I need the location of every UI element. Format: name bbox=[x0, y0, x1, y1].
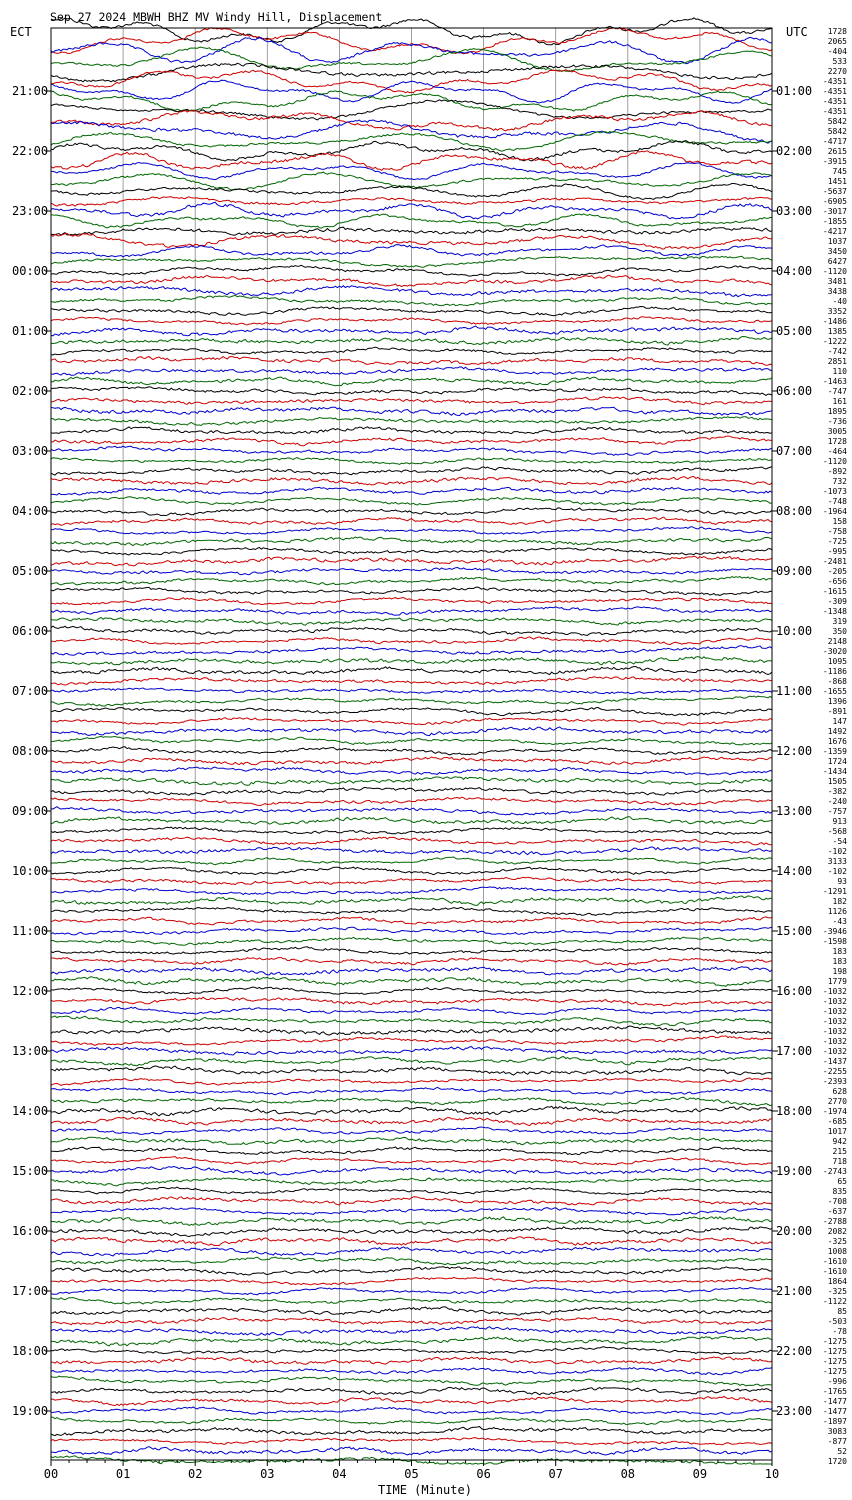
right-hour-label: 19:00 bbox=[776, 1164, 813, 1178]
trace-offset-label: -1032 bbox=[822, 987, 847, 996]
trace-offset-label: 3438 bbox=[827, 287, 847, 296]
trace-offset-label: 2851 bbox=[827, 357, 847, 366]
trace-offset-label: 1037 bbox=[827, 237, 847, 246]
x-tick-label: 07 bbox=[548, 1467, 563, 1481]
trace-offset-label: -1291 bbox=[822, 887, 847, 896]
trace-offset-label: 158 bbox=[832, 517, 847, 526]
trace-offset-label: 110 bbox=[832, 367, 847, 376]
trace-offset-label: 215 bbox=[832, 1147, 847, 1156]
x-tick-label: 09 bbox=[692, 1467, 708, 1481]
trace-offset-label: -2481 bbox=[822, 557, 847, 566]
trace-offset-label: -4351 bbox=[822, 97, 847, 106]
left-hour-label: 01:00 bbox=[12, 324, 49, 338]
trace-offset-label: -1610 bbox=[822, 1267, 847, 1276]
trace-offset-label: 1017 bbox=[827, 1127, 847, 1136]
trace-offset-label: -464 bbox=[827, 447, 847, 456]
left-hour-label: 12:00 bbox=[12, 984, 49, 998]
trace-offset-label: 5842 bbox=[827, 117, 847, 126]
trace-offset-label: 85 bbox=[837, 1307, 847, 1316]
right-hour-label: 23:00 bbox=[776, 1404, 813, 1418]
trace-offset-label: -1186 bbox=[822, 667, 847, 676]
x-tick-label: 02 bbox=[187, 1467, 203, 1481]
trace-offset-label: 913 bbox=[832, 817, 847, 826]
trace-offset-label: -325 bbox=[827, 1237, 847, 1246]
trace-offset-label: 65 bbox=[837, 1177, 847, 1186]
trace-offset-label: 52 bbox=[837, 1447, 847, 1456]
trace-offset-label: 1724 bbox=[827, 757, 847, 766]
trace-offset-label: -996 bbox=[827, 1377, 847, 1386]
left-hour-label: 19:00 bbox=[12, 1404, 49, 1418]
right-hour-label: 02:00 bbox=[776, 144, 813, 158]
trace-offset-label: -892 bbox=[827, 467, 847, 476]
left-hour-label: 15:00 bbox=[12, 1164, 49, 1178]
trace-offset-label: -102 bbox=[827, 847, 847, 856]
trace-offset-label: 182 bbox=[832, 897, 847, 906]
trace-offset-label: -877 bbox=[827, 1437, 847, 1446]
trace-offset-label: 628 bbox=[832, 1087, 847, 1096]
right-hour-label: 21:00 bbox=[776, 1284, 813, 1298]
trace-offset-label: -1477 bbox=[822, 1407, 847, 1416]
trace-offset-label: -54 bbox=[832, 837, 847, 846]
trace-offset-label: 3133 bbox=[827, 857, 847, 866]
trace-offset-label: -748 bbox=[827, 497, 847, 506]
trace-offset-label: 1008 bbox=[827, 1247, 847, 1256]
right-hour-label: 17:00 bbox=[776, 1044, 813, 1058]
trace-offset-label: -1222 bbox=[822, 337, 847, 346]
x-tick-label: 08 bbox=[620, 1467, 636, 1481]
right-hour-label: 08:00 bbox=[776, 504, 813, 518]
left-hour-label: 09:00 bbox=[12, 804, 49, 818]
trace-offset-label: 3450 bbox=[827, 247, 847, 256]
minute-gridlines bbox=[51, 28, 772, 1460]
trace-offset-label: -1275 bbox=[822, 1337, 847, 1346]
trace-offset-label: 350 bbox=[832, 627, 847, 636]
left-hour-label: 21:00 bbox=[12, 84, 49, 98]
trace-offset-label: -4351 bbox=[822, 107, 847, 116]
trace-offset-label: -3946 bbox=[822, 927, 847, 936]
trace-offset-label: -309 bbox=[827, 597, 847, 606]
left-hour-label: 11:00 bbox=[12, 924, 49, 938]
trace-offset-label: 3005 bbox=[827, 427, 847, 436]
trace-offset-label: -1437 bbox=[822, 1057, 847, 1066]
trace-offset-label: -404 bbox=[827, 47, 847, 56]
trace-offset-label: 1451 bbox=[827, 177, 847, 186]
trace-offset-label: -4351 bbox=[822, 77, 847, 86]
trace-offset-label: -747 bbox=[827, 387, 847, 396]
trace-offset-label: -1974 bbox=[822, 1107, 847, 1116]
trace-offset-label: 2270 bbox=[827, 67, 847, 76]
trace-offset-label: -1032 bbox=[822, 1007, 847, 1016]
right-hour-label: 05:00 bbox=[776, 324, 813, 338]
right-hour-label: 04:00 bbox=[776, 264, 813, 278]
trace-offset-label: -685 bbox=[827, 1117, 847, 1126]
trace-offset-label: 183 bbox=[832, 947, 847, 956]
left-hour-label: 14:00 bbox=[12, 1104, 49, 1118]
trace-offset-label: -1032 bbox=[822, 1017, 847, 1026]
left-hour-label: 03:00 bbox=[12, 444, 49, 458]
trace-offset-label: 5842 bbox=[827, 127, 847, 136]
trace-offset-label: -240 bbox=[827, 797, 847, 806]
trace-offset-label: 3352 bbox=[827, 307, 847, 316]
trace-offset-label: -891 bbox=[827, 707, 847, 716]
left-hour-label: 00:00 bbox=[12, 264, 49, 278]
left-hour-label: 05:00 bbox=[12, 564, 49, 578]
trace-offset-label: -3020 bbox=[822, 647, 847, 656]
trace-offset-label: -1855 bbox=[822, 217, 847, 226]
right-timezone-label: UTC bbox=[786, 25, 808, 39]
trace-offset-label: 2148 bbox=[827, 637, 847, 646]
trace-offset-label: -3915 bbox=[822, 157, 847, 166]
trace-offset-label: -656 bbox=[827, 577, 847, 586]
trace-offset-label: 1492 bbox=[827, 727, 847, 736]
trace-offset-label: 2615 bbox=[827, 147, 847, 156]
trace-offset-label: -1275 bbox=[822, 1357, 847, 1366]
trace-offset-label: -736 bbox=[827, 417, 847, 426]
left-hour-label: 06:00 bbox=[12, 624, 49, 638]
x-axis-label: TIME (Minute) bbox=[378, 1483, 472, 1497]
trace-offset-label: 161 bbox=[832, 397, 847, 406]
right-hour-label: 14:00 bbox=[776, 864, 813, 878]
trace-offset-label: -43 bbox=[832, 917, 847, 926]
trace-offset-label: 1895 bbox=[827, 407, 847, 416]
left-hour-label: 23:00 bbox=[12, 204, 49, 218]
right-hour-label: 06:00 bbox=[776, 384, 813, 398]
right-hour-label: 12:00 bbox=[776, 744, 813, 758]
trace-offset-label: 732 bbox=[832, 477, 847, 486]
trace-offset-label: -102 bbox=[827, 867, 847, 876]
right-hour-label: 16:00 bbox=[776, 984, 813, 998]
right-hour-label: 07:00 bbox=[776, 444, 813, 458]
trace-offset-label: -1120 bbox=[822, 267, 847, 276]
left-hour-label: 10:00 bbox=[12, 864, 49, 878]
trace-offset-label: -5637 bbox=[822, 187, 847, 196]
trace-offset-label: -1463 bbox=[822, 377, 847, 386]
trace-offset-label: 533 bbox=[832, 57, 847, 66]
left-hour-label: 16:00 bbox=[12, 1224, 49, 1238]
trace-offset-label: -205 bbox=[827, 567, 847, 576]
right-hour-label: 18:00 bbox=[776, 1104, 813, 1118]
trace-offset-label: 1728 bbox=[827, 437, 847, 446]
trace-offset-label: -2788 bbox=[822, 1217, 847, 1226]
trace-offset-label: -1032 bbox=[822, 1047, 847, 1056]
x-axis-ticks bbox=[44, 1460, 779, 1481]
left-hour-label: 08:00 bbox=[12, 744, 49, 758]
right-hour-label: 01:00 bbox=[776, 84, 813, 98]
right-hour-label: 20:00 bbox=[776, 1224, 813, 1238]
trace-offset-labels bbox=[823, 27, 847, 1466]
trace-offset-label: -1359 bbox=[822, 747, 847, 756]
trace-offset-label: -1610 bbox=[822, 1257, 847, 1266]
trace-offset-label: -4351 bbox=[822, 87, 847, 96]
x-tick-label: 05 bbox=[404, 1467, 419, 1481]
x-tick-label: 06 bbox=[476, 1467, 491, 1481]
trace-offset-label: 1385 bbox=[827, 327, 847, 336]
trace-offset-label: 93 bbox=[837, 877, 847, 886]
right-hour-label: 13:00 bbox=[776, 804, 813, 818]
right-hour-label: 03:00 bbox=[776, 204, 813, 218]
trace-offset-label: 2770 bbox=[827, 1097, 847, 1106]
trace-offset-label: -637 bbox=[827, 1207, 847, 1216]
left-hour-label: 17:00 bbox=[12, 1284, 49, 1298]
trace-offset-label: -995 bbox=[827, 547, 847, 556]
trace-offset-label: -2393 bbox=[822, 1077, 847, 1086]
trace-offset-label: 1396 bbox=[827, 697, 847, 706]
trace-offset-label: -742 bbox=[827, 347, 847, 356]
trace-offset-label: -78 bbox=[832, 1327, 847, 1336]
trace-offset-label: -2743 bbox=[822, 1167, 847, 1176]
right-hour-label: 22:00 bbox=[776, 1344, 813, 1358]
trace-offset-label: 1505 bbox=[827, 777, 847, 786]
trace-offset-label: 319 bbox=[832, 617, 847, 626]
trace-offset-label: 1864 bbox=[827, 1277, 847, 1286]
trace-offset-label: 3481 bbox=[827, 277, 847, 286]
trace-offset-label: -1275 bbox=[822, 1367, 847, 1376]
trace-offset-label: 2082 bbox=[827, 1227, 847, 1236]
trace-offset-label: -725 bbox=[827, 537, 847, 546]
trace-offset-label: -382 bbox=[827, 787, 847, 796]
trace-offset-label: -1964 bbox=[822, 507, 847, 516]
x-tick-label: 04 bbox=[332, 1467, 347, 1481]
trace-offset-label: 718 bbox=[832, 1157, 847, 1166]
trace-offset-label: -503 bbox=[827, 1317, 847, 1326]
trace-offset-label: -2255 bbox=[822, 1067, 847, 1076]
trace-offset-label: -708 bbox=[827, 1197, 847, 1206]
trace-offset-label: -4217 bbox=[822, 227, 847, 236]
trace-offset-label: -1434 bbox=[822, 767, 847, 776]
trace-offset-label: -1655 bbox=[822, 687, 847, 696]
trace-offset-label: 1720 bbox=[827, 1457, 847, 1466]
trace-offset-label: 835 bbox=[832, 1187, 847, 1196]
trace-offset-label: -868 bbox=[827, 677, 847, 686]
x-tick-label: 10 bbox=[764, 1467, 780, 1481]
trace-offset-label: -3017 bbox=[822, 207, 847, 216]
trace-offset-label: -6905 bbox=[822, 197, 847, 206]
trace-offset-label: 3083 bbox=[827, 1427, 847, 1436]
trace-offset-label: -757 bbox=[827, 807, 847, 816]
chart-title: Sep 27 2024 MBWH BHZ MV Windy Hill, Displacement bbox=[50, 10, 383, 24]
left-hour-label: 02:00 bbox=[12, 384, 49, 398]
trace-offset-label: -1477 bbox=[822, 1397, 847, 1406]
trace-offset-label: 942 bbox=[832, 1137, 847, 1146]
x-tick-label: 00 bbox=[43, 1467, 59, 1481]
trace-offset-label: 2065 bbox=[827, 37, 847, 46]
trace-offset-label: -1073 bbox=[822, 487, 847, 496]
left-hour-label: 22:00 bbox=[12, 144, 49, 158]
trace-offset-label: -568 bbox=[827, 827, 847, 836]
trace-offset-label: 1779 bbox=[827, 977, 847, 986]
trace-offset-label: -1122 bbox=[822, 1297, 847, 1306]
trace-offset-label: 147 bbox=[832, 717, 847, 726]
trace-offset-label: -1275 bbox=[822, 1347, 847, 1356]
left-hour-label: 18:00 bbox=[12, 1344, 49, 1358]
trace-offset-label: -1348 bbox=[822, 607, 847, 616]
trace-offset-label: -1765 bbox=[822, 1387, 847, 1396]
left-timezone-label: ECT bbox=[10, 25, 32, 39]
trace-offset-label: -1032 bbox=[822, 1037, 847, 1046]
trace-offset-label: -325 bbox=[827, 1287, 847, 1296]
right-hour-label: 10:00 bbox=[776, 624, 813, 638]
trace-offset-label: -1598 bbox=[822, 937, 847, 946]
trace-offset-label: 1126 bbox=[827, 907, 847, 916]
x-tick-label: 01 bbox=[115, 1467, 131, 1481]
right-hour-label: 11:00 bbox=[776, 684, 813, 698]
trace-offset-label: -1032 bbox=[822, 997, 847, 1006]
trace-offset-label: 6427 bbox=[827, 257, 847, 266]
right-hour-labels bbox=[772, 84, 812, 1418]
trace-offset-label: -1615 bbox=[822, 587, 847, 596]
left-hour-label: 07:00 bbox=[12, 684, 49, 698]
trace-offset-label: -1486 bbox=[822, 317, 847, 326]
trace-offset-label: -40 bbox=[832, 297, 847, 306]
trace-offset-label: 745 bbox=[832, 167, 847, 176]
trace-offset-label: -1897 bbox=[822, 1417, 847, 1426]
x-tick-label: 03 bbox=[260, 1467, 275, 1481]
trace-offset-label: -758 bbox=[827, 527, 847, 536]
trace-offset-label: 198 bbox=[832, 967, 847, 976]
right-hour-label: 15:00 bbox=[776, 924, 813, 938]
right-hour-label: 09:00 bbox=[776, 564, 813, 578]
trace-offset-label: 1095 bbox=[827, 657, 847, 666]
left-hour-label: 13:00 bbox=[12, 1044, 49, 1058]
trace-offset-label: 1676 bbox=[827, 737, 847, 746]
trace-offset-label: 1728 bbox=[827, 27, 847, 36]
left-hour-label: 04:00 bbox=[12, 504, 49, 518]
trace-offset-label: -4717 bbox=[822, 137, 847, 146]
trace-offset-label: -1032 bbox=[822, 1027, 847, 1036]
trace-offset-label: -1120 bbox=[822, 457, 847, 466]
left-hour-labels bbox=[12, 84, 51, 1418]
trace-offset-label: 183 bbox=[832, 957, 847, 966]
